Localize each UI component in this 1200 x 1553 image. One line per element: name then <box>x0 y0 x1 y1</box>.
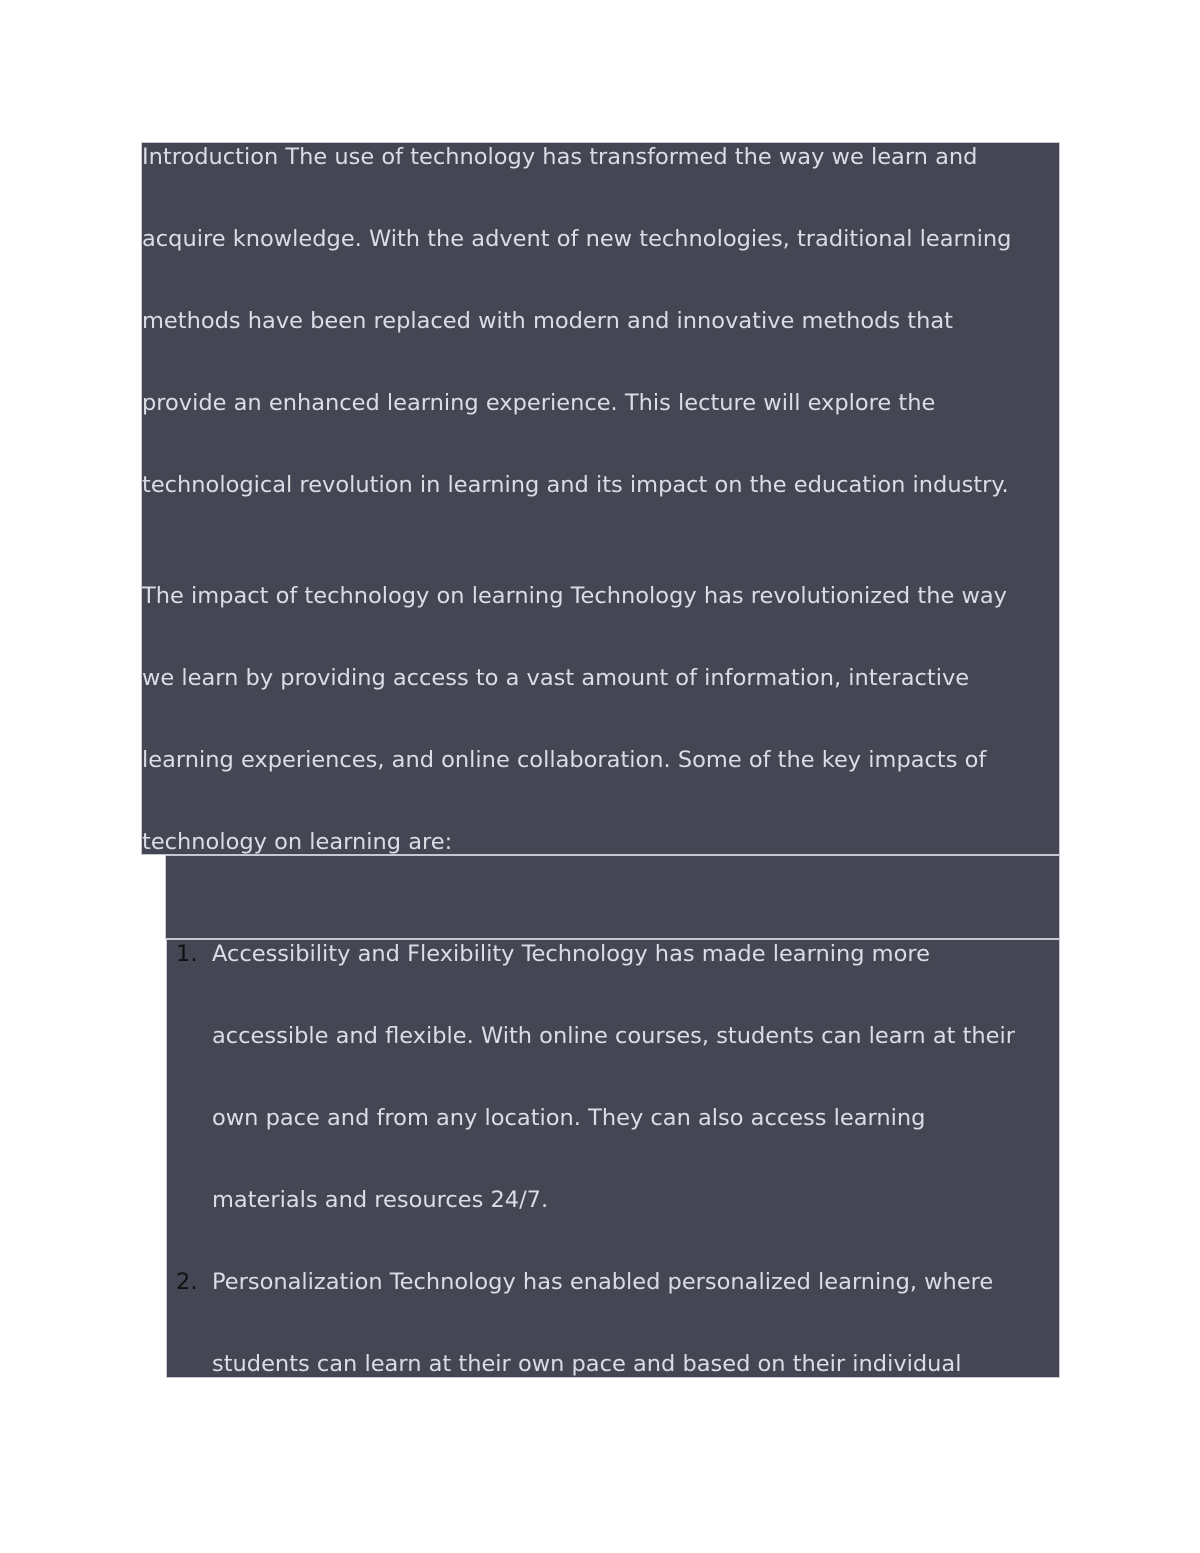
text-line: students can learn at their own pace and based on their individual <box>212 1351 962 1377</box>
impact-paragraph <box>142 583 1059 855</box>
text-line: learning experiences, and online collaboration. Some of the key impacts of <box>142 747 987 773</box>
text-line: acquire knowledge. With the advent of new technologies, traditional learning <box>142 226 1012 252</box>
empty-block <box>165 855 1060 939</box>
text-line: methods have been replaced with modern and innovative methods that <box>142 308 953 334</box>
impacts-list <box>167 941 1059 1378</box>
text-line: accessible and flexible. With online courses, students can learn at their <box>212 1023 1016 1049</box>
text-line: materials and resources 24/7. <box>212 1187 549 1213</box>
list-item <box>167 1269 1059 1378</box>
text-line: technological revolution in learning and its impact on the education industry. <box>142 472 1009 498</box>
list-number: 1. <box>176 941 198 967</box>
intro-paragraph <box>142 144 1059 498</box>
text-line: technology on learning are: <box>142 829 453 855</box>
text-line: own pace and from any location. They can also access learning <box>212 1105 926 1131</box>
text-line: we learn by providing access to a vast amount of information, interactive <box>142 665 970 691</box>
text-line: The impact of technology on learning Technology has revolutionized the way <box>142 583 1007 609</box>
list-number: 2. <box>176 1269 198 1295</box>
text-line: Accessibility and Flexibility Technology has made learning more <box>212 941 930 967</box>
text-line: provide an enhanced learning experience. This lecture will explore the <box>142 390 936 416</box>
text-line: Personalization Technology has enabled personalized learning, where <box>212 1269 994 1295</box>
list-item <box>167 941 1059 1269</box>
impacts-list-section <box>166 939 1060 1378</box>
intro-section <box>141 142 1060 855</box>
text-line: Introduction The use of technology has transformed the way we learn and <box>142 144 978 170</box>
